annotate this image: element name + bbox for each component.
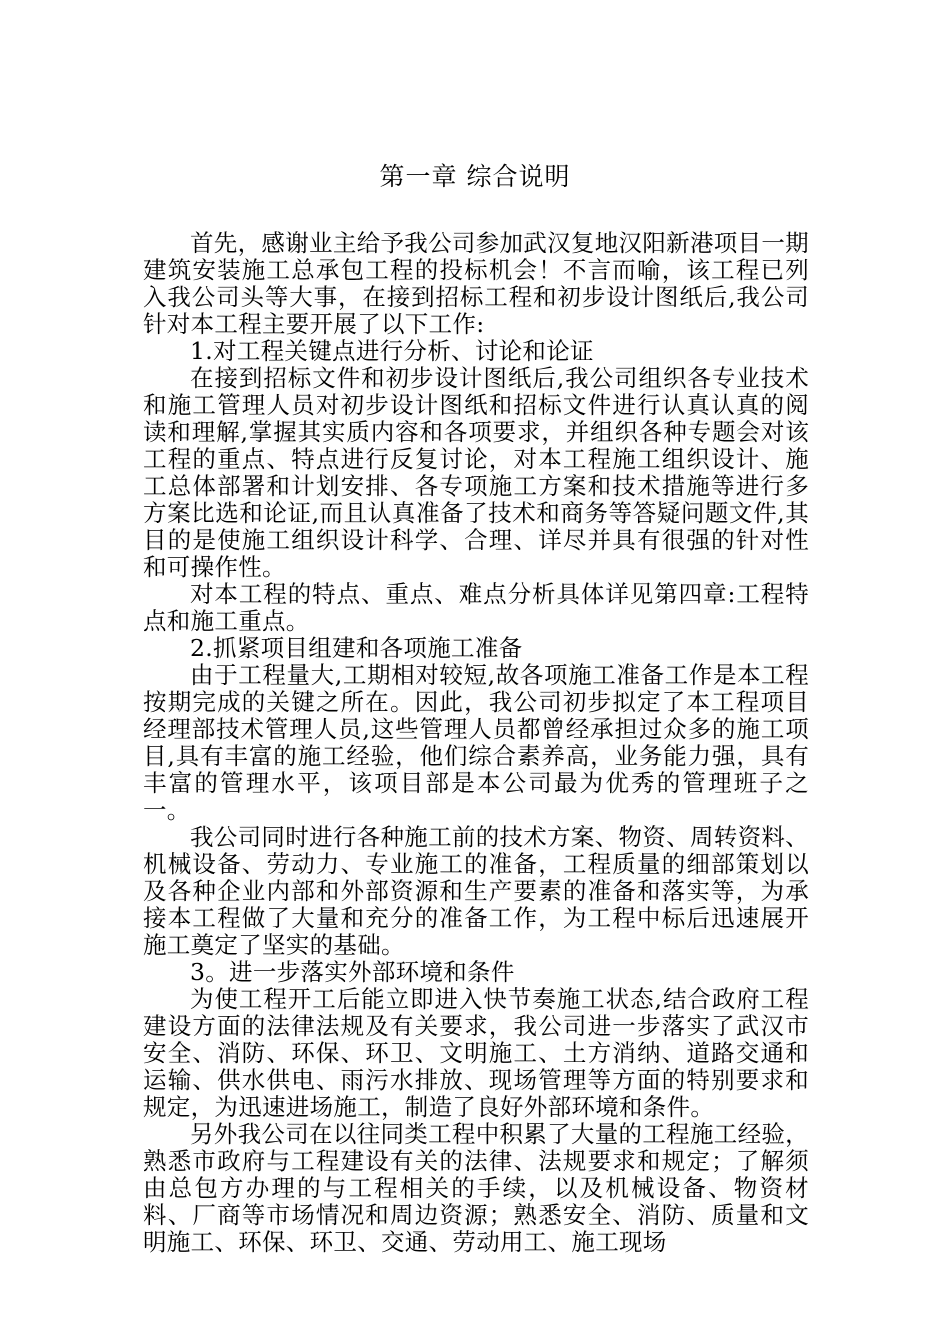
paragraph-intro: 首先，感谢业主给予我公司参加武汉复地汉阳新港项目一期建筑安装施工总承包工程的投标机会！不言而喻，该工程已列入我公司头等大事，在接到招标工程和初步设计图纸后,我公司针对本工程主要开展了以下工作: [143,229,809,338]
paragraph-environment: 为使工程开工后能立即进入快节奏施工状态,结合政府工程建设方面的法律法规及有关要求，我公司进一步落实了武汉市安全、消防、环保、环卫、文明施工、土方消纳、道路交通和运输、供水供电、雨污水排放、现场管理等方面的特别要求和规定，为迅速进场施工，制造了良好外部环境和条件。 [143,985,809,1121]
body-text [143,230,809,1256]
heading-item-2: 2.抓紧项目组建和各项施工准备 [190,634,523,662]
heading-item-1: 1.对工程关键点进行分析、讨论和论证 [190,337,594,365]
paragraph-experience: 另外我公司在以往同类工程中积累了大量的工程施工经验，熟悉市政府与工程建设有关的法律、法规要求和规定；了解须由总包方办理的与工程相关的手续，以及机械设备、物资材料、厂商等市场情况和周边资源；熟悉安全、消防、质量和文明施工、环保、环卫、交通、劳动用工、施工现场 [143,1120,809,1256]
paragraph-reference: 对本工程的特点、重点、难点分析具体详见第四章:工程特点和施工重点。 [143,580,809,635]
paragraph-analysis: 在接到招标文件和初步设计图纸后,我公司组织各专业技术和施工管理人员对初步设计图纸和招标文件进行认真认真的阅读和理解,掌握其实质内容和各项要求，并组织各种专题会对该工程的重点、特点进行反复讨论，对本工程施工组织设计、施工总体部署和计划安排、各专项施工方案和技术措施等进行多方案比选和论证,而且认真准备了技术和商务等答疑问题文件,其目的是使施工组织设计科学、合理、详尽并具有很强的针对性和可操作性。 [143,364,809,581]
heading-item-3: 3。进一步落实外部环境和条件 [190,958,515,986]
chapter-title: 第一章 综合说明 [379,162,571,191]
paragraph-project-team: 由于工程量大,工期相对较短,故各项施工准备工作是本工程按期完成的关键之所在。因此，我公司初步拟定了本工程项目经理部技术管理人员,这些管理人员都曾经承担过众多的施工项目,具有丰富的施工经验，他们综合素养高，业务能力强，具有丰富的管理水平，该项目部是本公司最为优秀的管理班子之一。 [143,661,809,824]
paragraph-preparation: 我公司同时进行各种施工前的技术方案、物资、周转资料、机械设备、劳动力、专业施工的准备，工程质量的细部策划以及各种企业内部和外部资源和生产要素的准备和落实等，为承接本工程做了大量和充分的准备工作，为工程中标后迅速展开施工奠定了坚实的基础。 [143,823,809,959]
